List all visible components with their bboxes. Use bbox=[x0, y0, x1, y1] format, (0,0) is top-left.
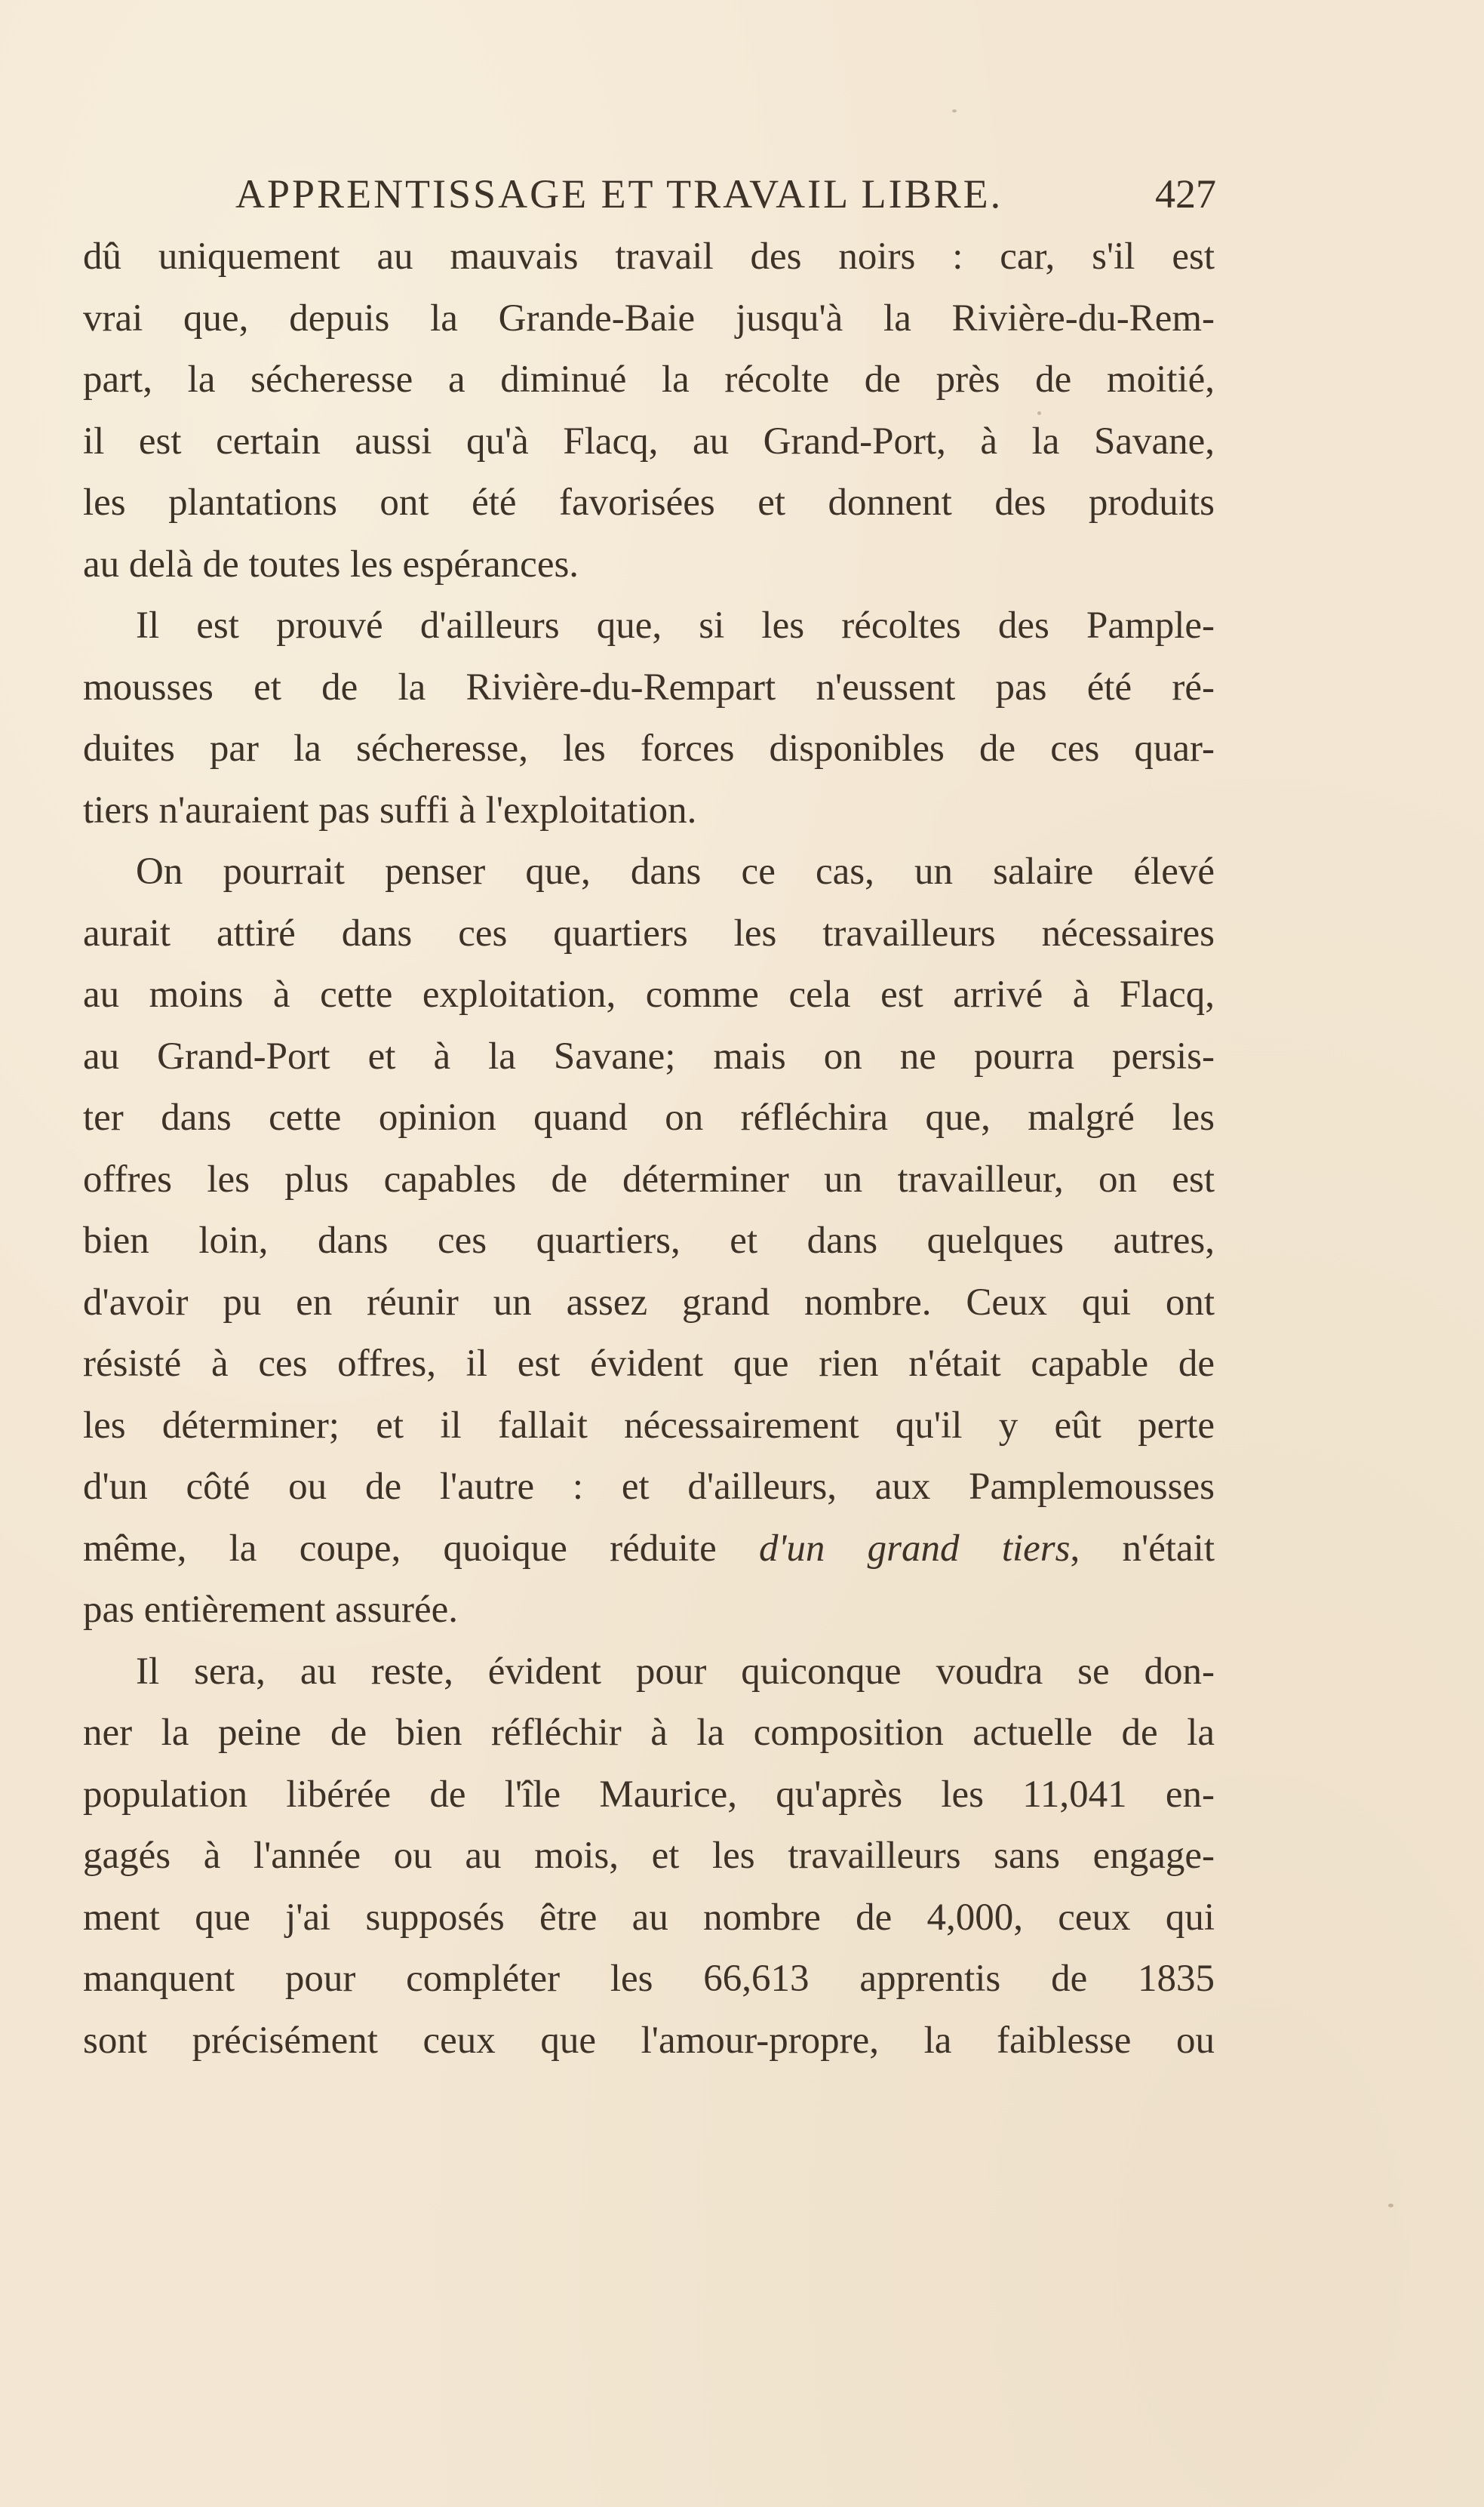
line-tail: , n'était bbox=[1070, 1527, 1215, 1570]
text-line: d'avoir pu en réunir un assez grand nombre. Ceux qui ont bbox=[83, 1281, 1215, 1324]
running-head bbox=[235, 171, 1216, 231]
italic-phrase: d'un grand tiers bbox=[759, 1527, 1071, 1570]
text-line: d'un côté ou de l'autre : et d'ailleurs, aux Pamplemousses bbox=[83, 1466, 1215, 1508]
text-line: pas entièrement assurée. bbox=[83, 1589, 459, 1631]
text-line: au Grand-Port et à la Savane; mais on ne pourra persis- bbox=[83, 1035, 1215, 1078]
paragraph-3 bbox=[83, 841, 1215, 1641]
text-line: bien loin, dans ces quartiers, et dans quelques autres, bbox=[83, 1220, 1215, 1262]
text-line: manquent pour compléter les 66,613 apprentis de 1835 bbox=[83, 1958, 1215, 2000]
text-line: ment que j'ai supposés être au nombre de 4,000, ceux qui bbox=[83, 1896, 1215, 1939]
text-line: les déterminer; et il fallait nécessairement qu'il y eût perte bbox=[83, 1404, 1215, 1447]
text-line: les plantations ont été favorisées et donnent des produits bbox=[83, 481, 1215, 524]
text-line-with-italic bbox=[83, 1518, 1215, 1580]
text-line: dû uniquement au mauvais travail des noirs : car, s'il est bbox=[83, 235, 1215, 278]
text-line: sont précisément ceux que l'amour-propre, la faiblesse ou bbox=[83, 2019, 1215, 2062]
page-number: 427 bbox=[1155, 171, 1216, 217]
text-line: On pourrait penser que, dans ce cas, un salaire élevé bbox=[136, 851, 1215, 893]
text-line: aurait attiré dans ces quartiers les travailleurs nécessaires bbox=[83, 912, 1215, 955]
text-line: au moins à cette exploitation, comme cela est arrivé à Flacq, bbox=[83, 974, 1215, 1016]
text-line: ner la peine de bien réfléchir à la composition actuelle de la bbox=[83, 1712, 1215, 1754]
paper-speck bbox=[1388, 2204, 1393, 2207]
paper-speck bbox=[1037, 411, 1041, 415]
text-line: part, la sécheresse a diminué la récolte de près de moitié, bbox=[83, 358, 1215, 401]
text-line: tiers n'auraient pas suffi à l'exploitation. bbox=[83, 789, 697, 832]
running-title: APPRENTISSAGE ET TRAVAIL LIBRE. bbox=[235, 171, 1003, 217]
body-text bbox=[83, 226, 1215, 2072]
line-start: même, la coupe, quoique réduite bbox=[83, 1527, 717, 1570]
text-line: duites par la sécheresse, les forces disponibles de ces quar- bbox=[83, 727, 1215, 770]
text-line: population libérée de l'île Maurice, qu'après les 11,041 en- bbox=[83, 1773, 1215, 1816]
paragraph-4 bbox=[83, 1641, 1215, 2072]
text-line: ter dans cette opinion quand on réfléchira que, malgré les bbox=[83, 1097, 1215, 1139]
text-line: gagés à l'année ou au mois, et les travailleurs sans engage- bbox=[83, 1835, 1215, 1877]
text-line: résisté à ces offres, il est évident que rien n'était capable de bbox=[83, 1343, 1215, 1385]
text-line: au delà de toutes les espérances. bbox=[83, 543, 579, 586]
text-line: Il sera, au reste, évident pour quiconque voudra se don- bbox=[136, 1650, 1215, 1693]
text-line: vrai que, depuis la Grande-Baie jusqu'à la Rivière-du-Rem- bbox=[83, 297, 1215, 340]
text-line: Il est prouvé d'ailleurs que, si les récoltes des Pample- bbox=[136, 604, 1215, 647]
text-line: offres les plus capables de déterminer un travailleur, on est bbox=[83, 1158, 1215, 1201]
text-line: il est certain aussi qu'à Flacq, au Grand-Port, à la Savane, bbox=[83, 420, 1215, 463]
paper-speck bbox=[952, 109, 957, 112]
paragraph-1 bbox=[83, 226, 1215, 595]
text-line: mousses et de la Rivière-du-Rempart n'eussent pas été ré- bbox=[83, 666, 1215, 709]
paragraph-2 bbox=[83, 595, 1215, 841]
